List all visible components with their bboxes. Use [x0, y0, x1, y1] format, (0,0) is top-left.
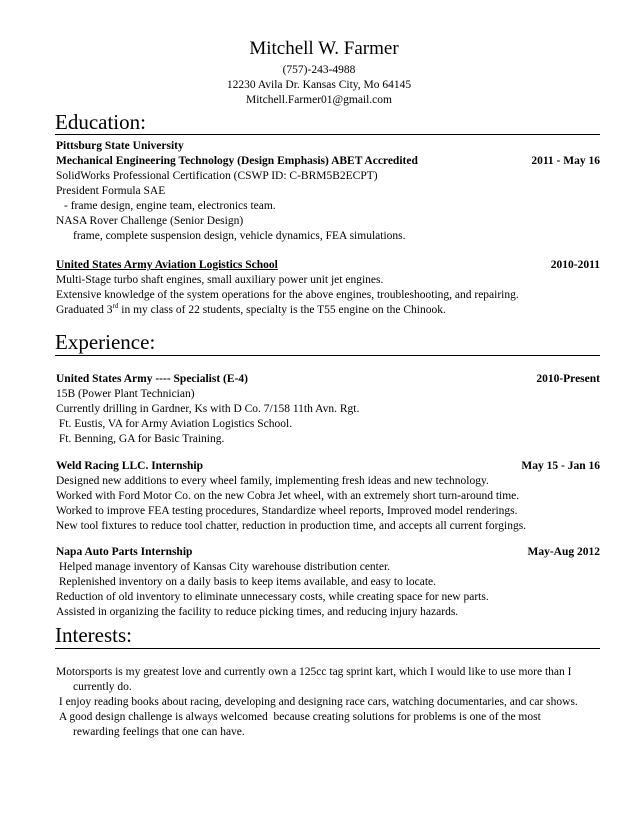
interest-item: A good design challenge is always welcomed because creating solutions for problems is one of the most rewarding feelings that one can have. — [56, 711, 544, 738]
job-line: Helped manage inventory of Kansas City warehouse distribution center. — [56, 561, 391, 573]
interests-divider — [55, 648, 600, 649]
interests-heading: Interests: — [55, 623, 132, 647]
job-dates: May 15 - Jan 16 — [521, 460, 600, 472]
job-dates: 2010-Present — [536, 373, 600, 385]
phone-number: (757)-243-4988 — [282, 64, 356, 76]
army-school-line: Extensive knowledge of the system operations for the above engines, troubleshooting, and repairing. — [56, 289, 519, 301]
education-psu — [56, 139, 600, 244]
experience-divider — [55, 355, 600, 356]
education-divider — [55, 134, 600, 135]
job-line: Ft. Eustis, VA for Army Aviation Logistics School. — [56, 418, 293, 430]
job-line: 15B (Power Plant Technician) — [56, 388, 195, 400]
psu-dates: 2011 - May 16 — [531, 155, 600, 167]
education-heading: Education: — [55, 110, 146, 134]
psu-degree: Mechanical Engineering Technology (Design Emphasis) ABET Accredited — [56, 155, 418, 167]
candidate-name: Mitchell W. Farmer — [249, 38, 399, 59]
email-address: Mitchell.Farmer01@gmail.com — [245, 94, 392, 106]
army-school-line: Multi-Stage turbo shaft engines, small auxiliary power unit jet engines. — [56, 274, 384, 286]
interest-item: I enjoy reading books about racing, developing and designing race cars, watching documentaries, and car shows. — [56, 696, 578, 708]
army-school-name: United States Army Aviation Logistics School — [56, 259, 278, 271]
grad-post: in my class of 22 students, specialty is the T55 engine on the Chinook. — [118, 304, 446, 316]
job-title: United States Army ---- Specialist (E-4) — [56, 373, 248, 385]
address: 12230 Avila Dr. Kansas City, Mo 64145 — [226, 79, 412, 91]
job-dates: May-Aug 2012 — [527, 546, 600, 558]
job-line: Ft. Benning, GA for Basic Training. — [56, 433, 225, 445]
psu-line: SolidWorks Professional Certification (CSWP ID: C-BRM5B2ECPT) — [56, 170, 378, 182]
job-napa — [56, 545, 600, 620]
psu-school: Pittsburg State University — [56, 140, 184, 152]
job-header — [56, 459, 600, 474]
psu-line: - frame design, engine team, electronics team. — [64, 200, 276, 212]
job-title: Weld Racing LLC. Internship — [56, 460, 203, 472]
job-line: Worked with Ford Motor Co. on the new Cobra Jet wheel, with an extremely short turn-around time. — [56, 490, 520, 502]
army-school-dates: 2010-2011 — [550, 259, 600, 271]
grad-sup: rd — [112, 302, 119, 311]
experience-heading: Experience: — [55, 330, 156, 354]
interest-item: Motorsports is my greatest love and currently own a 125cc tag sprint kart, which I would like to use more than I currently do. — [56, 666, 572, 693]
psu-line: President Formula SAE — [56, 185, 166, 197]
army-school-row — [56, 258, 600, 273]
grad-pre: Graduated 3 — [56, 304, 113, 316]
job-weld — [56, 459, 600, 534]
job-header — [56, 545, 600, 560]
job-line: Worked to improve FEA testing procedures, Standardize wheel reports, Improved model renderings. — [56, 505, 518, 517]
job-line: New tool fixtures to reduce tool chatter, reduction in production time, and accepts all current forgings. — [56, 520, 527, 532]
graduation-line — [56, 303, 600, 318]
psu-degree-row — [56, 154, 600, 169]
psu-line: frame, complete suspension design, vehicle dynamics, FEA simulations. — [73, 230, 406, 242]
job-army — [56, 372, 600, 447]
job-line: Assisted in organizing the facility to reduce picking times, and reducing injury hazards. — [56, 606, 459, 618]
job-line: Replenished inventory on a daily basis to keep items available, and easy to locate. — [56, 576, 437, 588]
job-line: Reduction of old inventory to eliminate unnecessary costs, while creating space for new parts. — [56, 591, 489, 603]
job-header — [56, 372, 600, 387]
education-army-school — [56, 258, 600, 318]
interests-list — [56, 665, 586, 740]
psu-line: NASA Rover Challenge (Senior Design) — [56, 215, 244, 227]
job-line: Currently drilling in Gardner, Ks with D Co. 7/158 11th Avn. Rgt. — [56, 403, 360, 415]
job-line: Designed new additions to every wheel family, implementing fresh ideas and new technology. — [56, 475, 489, 487]
job-title: Napa Auto Parts Internship — [56, 546, 193, 558]
